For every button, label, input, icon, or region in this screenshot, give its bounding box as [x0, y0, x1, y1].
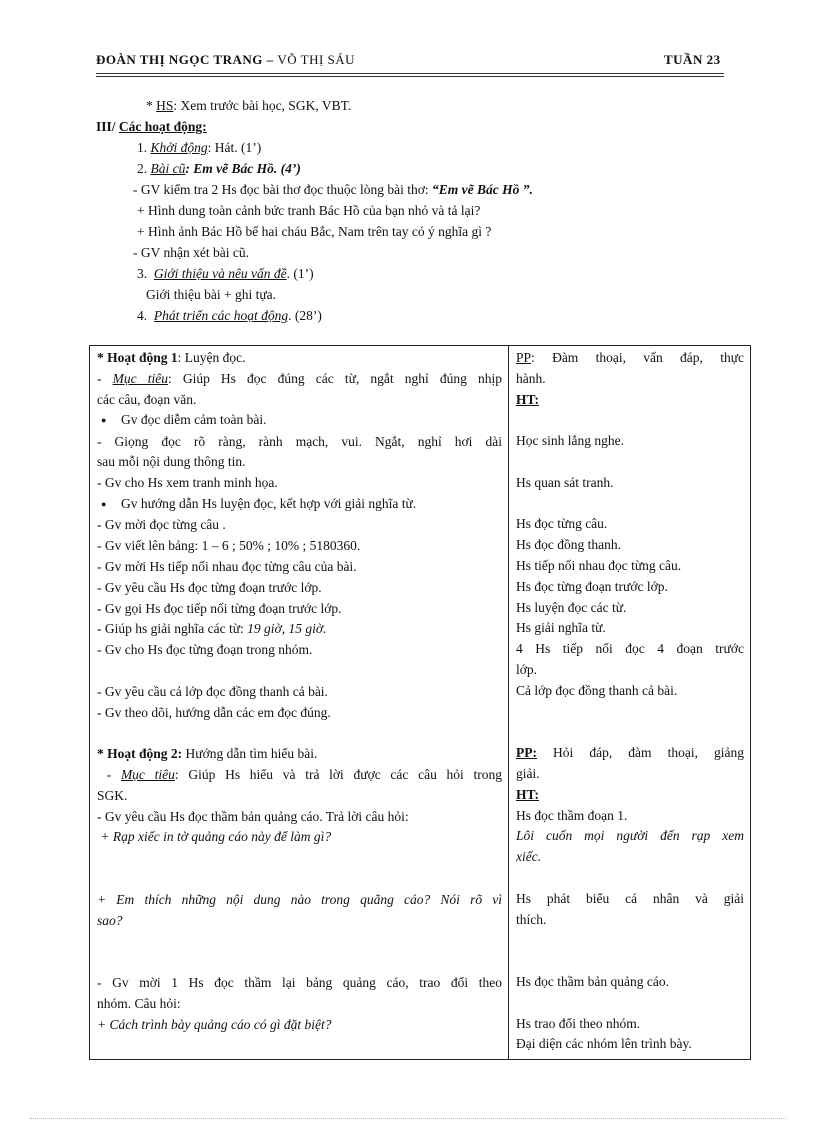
pp1-line	[516, 348, 744, 369]
table-row	[90, 346, 751, 1060]
voice-line-1: - Giọng đọc rõ ràng, rành mạch, vui. Ngắt, nghỉ hơi dài	[97, 433, 502, 449]
item-oldlesson	[137, 159, 301, 180]
chorus-line: Hs đọc đồng thanh.	[516, 537, 621, 553]
reread-line-2: nhóm. Câu hỏi:	[97, 995, 181, 1011]
voice-line-2: sau mỗi nội dung thông tin.	[97, 454, 246, 470]
hd1-title: * Hoạt động 1	[97, 350, 178, 365]
meaning-line: Hs giải nghĩa từ.	[516, 620, 606, 636]
paragraph-line: - Gv yêu cầu Hs đọc từng đoạn trước lớp.	[97, 579, 322, 595]
item-introduce	[137, 264, 314, 285]
section-heading	[96, 117, 207, 138]
item2-num: 2.	[137, 161, 148, 176]
words-line	[97, 619, 502, 640]
teacher-column	[90, 346, 509, 1060]
class-read-line: - Gv yêu cầu cả lớp đọc đồng thanh cả bài.	[97, 683, 328, 699]
header-separator: –	[266, 52, 274, 67]
hd2-title: * Hoạt động 2:	[97, 746, 183, 762]
item3-label: Giới thiệu và nêu vấn đề	[153, 266, 287, 281]
ht2-label: HT:	[516, 786, 539, 802]
hd2-goal-text-1: : Giúp Hs hiểu và trả lời được các câu hỏi trong	[174, 766, 502, 782]
silent-p1-line: Hs đọc thầm đoạn 1.	[516, 807, 628, 823]
hd2-goal-label: Mục tiêu	[120, 766, 175, 782]
picture-line: - Gv cho Hs xem tranh minh họa.	[97, 475, 278, 491]
hd1-goal-label: Mục tiêu	[112, 370, 168, 386]
hd1-goal-text-1: : Giúp Hs đọc đúng các từ, ngắt nghỉ đúng nhịp	[167, 370, 502, 386]
intro-line: Giới thiệu bài + ghi tựa.	[146, 287, 277, 302]
express-line-cont: thích.	[516, 911, 547, 927]
activity-2-goal: - Mục tiêu: Giúp Hs hiểu và trả lời được các câu hỏi trong	[97, 766, 502, 782]
item-warmup	[137, 138, 261, 159]
pp2-text: Hỏi đáp, đàm thoại, giảng	[537, 745, 744, 761]
monitor-line: - Gv theo dõi, hướng dẫn các em đọc đúng.	[97, 704, 331, 720]
attract-line: Lôi cuốn mọi người đến rạp xem	[516, 828, 744, 844]
spacer	[516, 702, 744, 723]
spacer	[516, 868, 744, 889]
class-student-line: Cả lớp đọc đồng thanh cả bài.	[516, 682, 678, 698]
pp2-line	[516, 743, 744, 764]
item2-text: : Em vẽ Bác Hồ. (4’)	[185, 161, 301, 176]
spacer	[516, 930, 744, 951]
pp1-line-cont: hành.	[516, 370, 546, 386]
activities-table	[89, 345, 751, 1060]
paragraph-student-line: Hs đọc từng đoạn trước lớp.	[516, 578, 668, 594]
gv-check-text: - GV kiểm tra 2 Hs đọc bài thơ đọc thuộc lòng bài thơ:	[133, 182, 432, 197]
hs-text: : Xem trước bài học, SGK, VBT.	[173, 98, 352, 113]
continue-student-line: Hs tiếp nối nhau đọc từng câu.	[516, 557, 682, 573]
board-line: - Gv viết lên bảng: 1 – 6 ; 50% ; 10% ; 5180360.	[97, 538, 361, 554]
ht1-label: HT:	[516, 391, 539, 407]
gv-check-line	[133, 180, 533, 201]
question-like-1: + Em thích những nội dung nào trong quãng cáo? Nói rõ vì	[97, 891, 502, 907]
present-line: Đại diện các nhóm lên trình bày.	[516, 1036, 692, 1052]
continue-line: - Gv mời Hs tiếp nối nhau đọc từng câu của bài.	[97, 558, 357, 574]
group-line: - Gv cho Hs đọc từng đoạn trong nhóm.	[97, 642, 313, 658]
sentence-line: - Gv mời đọc từng câu .	[97, 517, 226, 533]
spacer	[516, 722, 744, 743]
activity-2-title	[97, 744, 502, 765]
item1-text: : Hát. (1’)	[207, 140, 262, 155]
question-purpose-text: + Rạp xiếc in tờ quảng cáo này để làm gì?	[100, 829, 332, 845]
attract-line-cont: xiếc.	[516, 849, 542, 865]
pp1-label: PP	[516, 350, 532, 365]
read-sentence-line: Hs đọc từng câu.	[516, 516, 608, 532]
silent-ad-line: Hs đọc thầm bản quảng cáo.	[516, 973, 669, 989]
item2-label: Bài cũ	[150, 161, 186, 176]
school-name: VÕ THỊ SÁU	[277, 52, 356, 67]
spacer	[97, 661, 502, 682]
question-1: + Hình dung toàn cảnh bức tranh Bác Hồ của bạn nhỏ và tả lại?	[137, 203, 481, 218]
teacher-name: ĐOÀN THỊ NGỌC TRANG	[96, 52, 263, 67]
footer-dotted-rule	[30, 1118, 786, 1119]
hs-label: HS	[156, 98, 174, 113]
question-layout: + Cách trình bày quảng cáo có gì đặt biệt?	[97, 1016, 332, 1032]
pp2-label: PP:	[516, 745, 537, 761]
item4-label: Phát triển các hoạt động	[153, 308, 289, 323]
pp1-text: : Đàm thoại, vấn đáp, thực	[531, 350, 744, 365]
hd2-text: Hướng dẫn tìm hiểu bài.	[182, 746, 318, 762]
item-develop	[137, 306, 322, 327]
spacer	[97, 848, 502, 869]
four-students-line: 4 Hs tiếp nối đọc 4 đoạn trước	[516, 641, 744, 657]
continue-paragraph-line: - Gv gọi Hs đọc tiếp nối từng đoạn trước lớp.	[97, 600, 342, 616]
header-teacher	[96, 52, 355, 68]
hd1-text: : Luyện đọc.	[177, 350, 246, 365]
header-rule	[96, 73, 724, 74]
express-line: Hs phát biểu cá nhân và giải	[516, 890, 744, 906]
pp2-line-cont: giải.	[516, 765, 540, 781]
spacer	[97, 723, 502, 744]
item3-text: . (1’)	[286, 266, 314, 281]
section-num: III/	[96, 119, 116, 134]
words-text: - Giúp hs giải nghĩa các từ:	[97, 621, 248, 637]
gv-review: - GV nhận xét bài cũ.	[133, 245, 249, 260]
spacer	[97, 869, 502, 890]
question-like-2: sao?	[97, 912, 123, 928]
spacer	[516, 951, 744, 972]
observe-line: Hs quan sát tranh.	[516, 474, 614, 490]
item4-text: . (28’)	[288, 308, 322, 323]
activity-1-goal-cont: các câu, đoạn văn.	[97, 391, 197, 407]
item4-num: 4.	[137, 308, 148, 323]
reread-line-1: - Gv mời 1 Hs đọc thầm lại bảng quảng cáo, trao đổi theo	[97, 974, 502, 990]
discuss-line: Hs trao đổi theo nhóm.	[516, 1015, 641, 1031]
guide-line: ● Gv hướng dẫn Hs luyện đọc, kết hợp với giải nghĩa từ.	[97, 494, 502, 515]
hs-prep-line: * HS: Xem trước bài học, SGK, VBT.	[146, 98, 352, 113]
week-label: TUẦN 23	[664, 52, 721, 67]
student-column	[509, 346, 751, 1060]
spacer	[516, 410, 744, 431]
activity-2-goal-cont: SGK.	[97, 787, 128, 803]
spacer	[516, 494, 744, 515]
silent-read-line: - Gv yêu cầu Hs đọc thầm bản quảng cáo. Trả lời câu hỏi:	[97, 808, 409, 824]
section-title: Các hoạt động:	[118, 119, 207, 134]
four-students-line-cont: lớp.	[516, 661, 538, 677]
practice-line: Hs luyện đọc các từ.	[516, 599, 627, 615]
spacer	[97, 931, 502, 952]
spacer	[97, 952, 502, 973]
header-rule-2	[96, 76, 724, 77]
question-2: + Hình ảnh Bác Hồ bế hai cháu Bắc, Nam trên tay có ý nghĩa gì ?	[137, 224, 492, 239]
item3-num: 3.	[137, 266, 148, 281]
activity-1-title	[97, 348, 502, 369]
item1-label: Khởi động	[150, 140, 208, 155]
activity-1-goal: - Mục tiêu: Giúp Hs đọc đúng các từ, ngắt nghỉ đúng nhịp	[97, 370, 502, 386]
listen-line: Học sinh lắng nghe.	[516, 433, 624, 449]
words-items: 19 giờ, 15 giờ.	[247, 621, 327, 637]
item1-num: 1.	[137, 140, 148, 155]
read-model: ● Gv đọc diễm cảm toàn bài.	[97, 410, 502, 431]
gv-check-poem: “Em vẽ Bác Hồ ”.	[431, 182, 533, 197]
spacer	[516, 993, 744, 1014]
question-purpose	[97, 827, 502, 848]
spacer	[516, 452, 744, 473]
